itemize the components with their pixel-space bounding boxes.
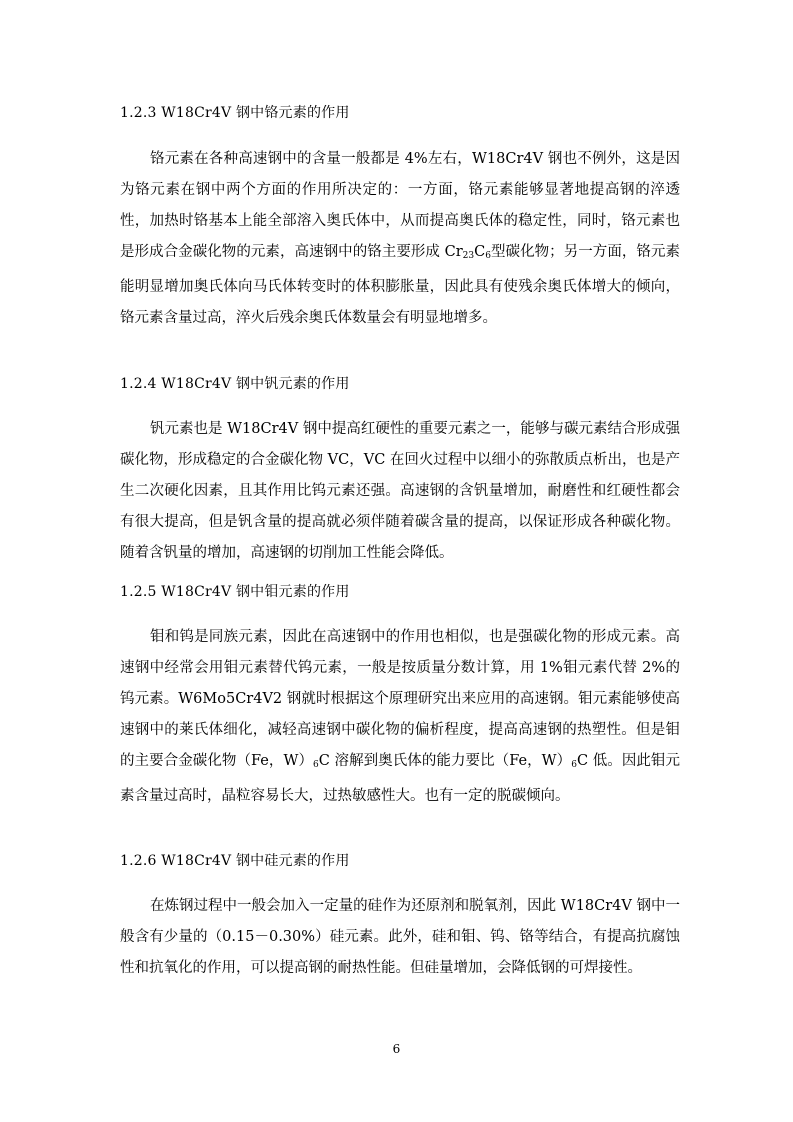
section-heading-chromium: 1.2.3 W18Cr4V 钢中铬元素的作用 — [120, 105, 350, 121]
paragraph-text: C 低。因此钼元素含量过高时，晶粒容易长大，过热敏感性大。也有一定的脱碳倾向。 — [120, 753, 680, 804]
paragraph-chromium — [120, 144, 680, 334]
paragraph-text: 铬元素在各种高速钢中的含量一般都是 4%左右，W18Cr4V 钢也不例外，这是因为铬元素在钢中两个方面的作用所决定的：一方面，铬元素能够显著地提高钢的淬透性，加热时铬基本上能全部溶入奥氏体中，从而提高奥氏体的稳定性，同时，铬元素也是形成合金碳化物的元素，高速钢中的铬主要形成 Cr — [120, 151, 680, 260]
paragraph-vanadium: 钒元素也是 W18Cr4V 钢中提高红硬性的重要元素之一，能够与碳元素结合形成强碳化物，形成稳定的合金碳化物 VC，VC 在回火过程中以细小的弥散质点析出，也是产生二次硬化因素，且其作用比钨元素还强。高速钢的含钒量增加，耐磨性和红硬性都会有很大提高，但是钒含量的提高就必须伴随着碳含量的提高，以保证形成各种碳化物。随着含钒量的增加，高速钢的切削加工性能会降低。 — [120, 421, 680, 561]
subscript: 6 — [485, 251, 491, 261]
subscript: 6 — [571, 760, 577, 770]
paragraph-text: 钼和钨是同族元素，因此在高速钢中的作用也相似，也是强碳化物的形成元素。高速钢中经常会用钼元素替代钨元素，一般是按质量分数计算，用 1%钼元素代替 2%的钨元素。W6Mo5Cr4V2 钢就时根据这个原理研究出来应用的高速钢。钼元素能够使高速钢中的莱氏体细化，减轻高速钢中碳化物的偏析程度，提高高速钢的热塑性。但是钼的主要合金碳化物（Fe，W） — [120, 629, 680, 769]
subscript: 6 — [313, 760, 319, 770]
paragraph-text: 型碳化物；另一方面，铬元素能明显增加奥氏体向马氏体转变时的体积膨胀量，因此具有使残余奥氏体增大的倾向，铬元素含量过高，淬火后残余奥氏体数量会有明显地增多。 — [120, 244, 681, 326]
paragraph-text: C — [474, 244, 486, 260]
paragraph-molybdenum — [120, 622, 680, 812]
subscript: 23 — [462, 251, 475, 261]
section-heading-vanadium: 1.2.4 W18Cr4V 钢中钒元素的作用 — [120, 376, 350, 392]
paragraph-silicon: 在炼钢过程中一般会加入一定量的硅作为还原剂和脱氧剂，因此 W18Cr4V 钢中一般含有少量的（0.15－0.30%）硅元素。此外，硅和钼、钨、铬等结合，有提高抗腐蚀性和抗氧化的作用，可以提高钢的耐热性能。但硅量增加，会降低钢的可焊接性。 — [120, 898, 680, 976]
section-heading-molybdenum: 1.2.5 W18Cr4V 钢中钼元素的作用 — [120, 584, 350, 600]
paragraph-text: C 溶解到奥氏体的能力要比（Fe，W） — [318, 753, 572, 769]
section-heading-silicon: 1.2.6 W18Cr4V 钢中硅元素的作用 — [120, 853, 350, 869]
page-number: 6 — [392, 1042, 401, 1056]
